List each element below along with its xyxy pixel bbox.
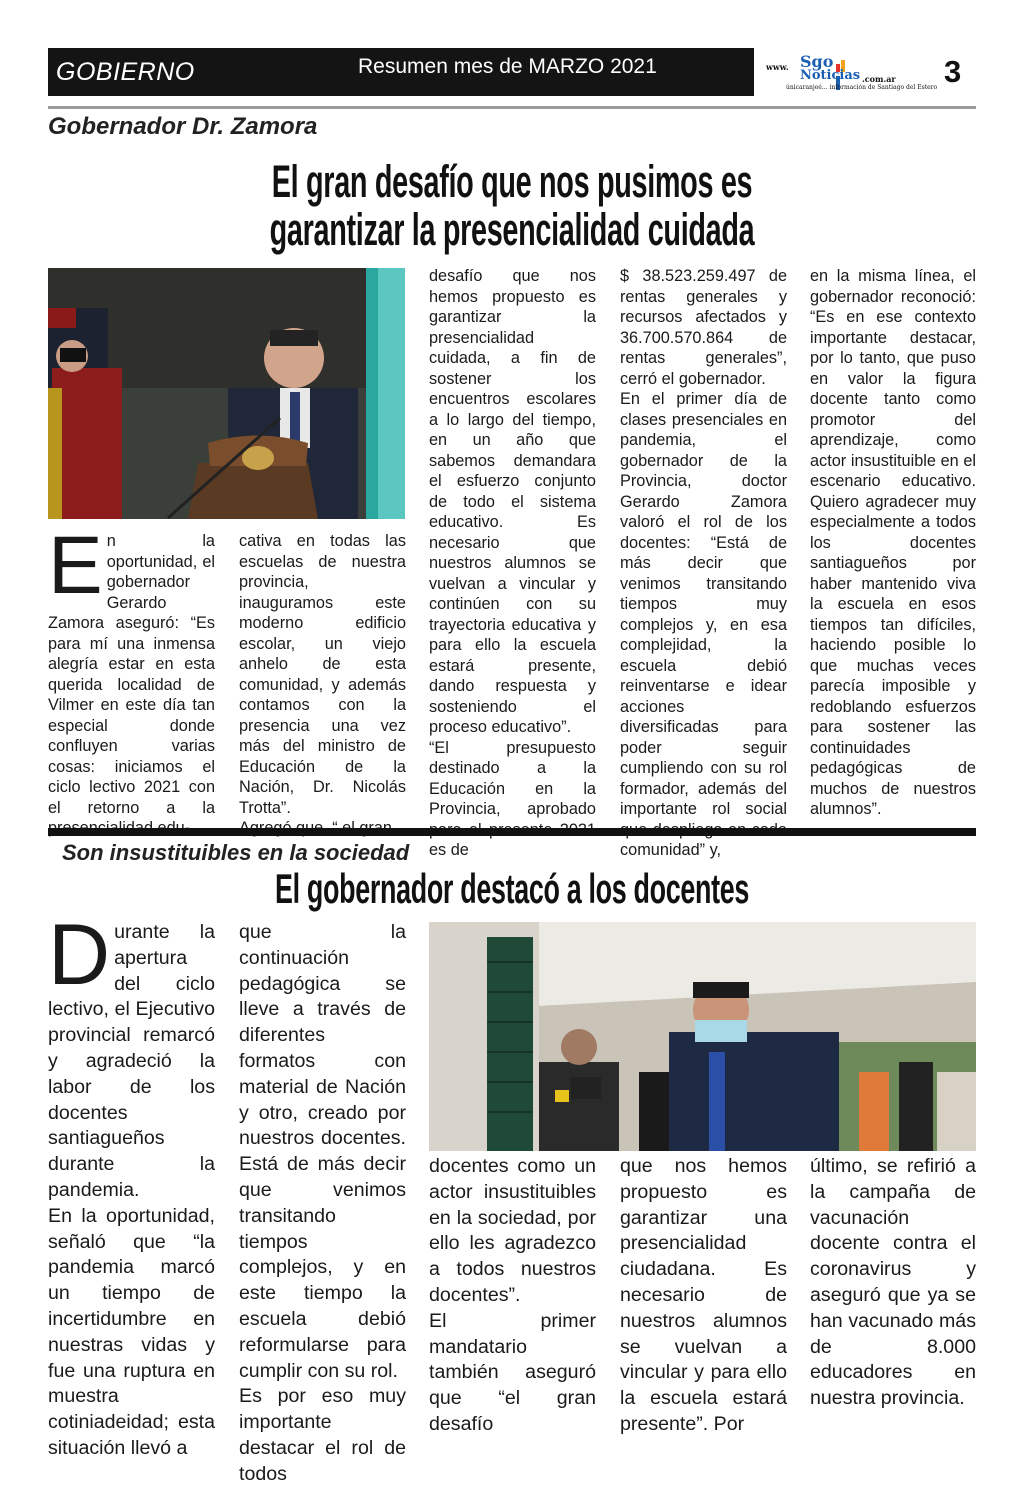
governor-school-visit-photo	[429, 922, 976, 1151]
article1-column-1	[48, 520, 215, 839]
article-divider	[48, 828, 976, 836]
logo-tagline: únicaranjeé... información de Santiago del Estero	[786, 84, 938, 91]
article2-col2b-text: Es por eso muy importante destacar el rol de todos	[239, 1385, 406, 1485]
article2-col1b-text: En la oportunidad, señaló que “la pandemia marcó un tiempo de incertidumbre en nuestras vidas y fue una ruptura en muestra cotiniadeidad; esta situación llevó a	[48, 1204, 215, 1459]
logo-noticias: Noticias	[800, 68, 861, 83]
article1-headline-line1: El gran desafío que nos pusimos es	[271, 156, 753, 207]
article1-col5-text: en la misma línea, el gobernador reconoció: “Es en ese contexto importante destacar, por lo tanto, que puso en valor la figura docente tanto como promotor del aprendizaje, como actor insustituible en el escenario educativo. Quiero agradecer muy especialmente a todos los docentes santiagueños por haber mantenido viva la escuela en esos tiempos tan difíciles, haciendo posible lo que muchas veces parecía imposible y redoblando esfuerzos para sostener las continuidades pedagógicas de muchos de nuestros alumnos”.	[810, 267, 976, 818]
logo-domain: .com.ar	[862, 74, 896, 84]
article1-headline-line2: garantizar la presencialidad cuidada	[269, 204, 755, 255]
article1-column-3	[429, 266, 596, 861]
article2-column-4	[620, 1154, 787, 1438]
article2-column-1	[48, 907, 215, 1462]
article2-col1a-text: urante la apertura del ciclo lectivo, el Ejecutivo provincial remarcó y agradeció la labor de los docentes santiagueños durante la pandemia.	[48, 921, 215, 1201]
logo-bars-icon	[836, 54, 850, 68]
article1-dropcap: E	[48, 520, 103, 611]
article1-col3b-text: “El presupuesto destinado a la Educación en la Provincia, aprobado es de	[429, 738, 596, 859]
article2-col5-text: último, se refirió a la campaña de vacunación docente contra el coronavirus y aseguró que ya se han vacunado más de 8.000 educadores en nuestra provincia.	[810, 1155, 976, 1410]
governor-speech-photo	[48, 268, 405, 519]
article1-headline	[215, 158, 809, 254]
section-title: GOBIERNO	[56, 58, 195, 86]
article1-col2-text: cativa en todas las escuelas de nuestra provincia, inauguramos este moderno edificio escolar, un viejo anhelo de esta comunidad, y además contamos con la presencia una vez más del ministro de Educación de la Nación, Dr. Nicolás Trotta”.	[239, 532, 406, 817]
article2-column-2	[239, 920, 406, 1488]
article2-kicker: Son insustituibles en la sociedad	[62, 840, 410, 865]
article1-column-4	[620, 266, 787, 861]
article1-col4a-text: $ 38.523.259.497 de rentas generales y recursos afectados y 36.700.570.864 de rentas generales”, cerró el gobernador.	[620, 267, 787, 388]
article2-col4-text: que nos hemos propuesto es garantizar una presencialidad ciudadana. Es necesario de nuestros alumnos se vuelvan a vincular y para ello la escuela estará presente”. Por	[620, 1155, 787, 1435]
article2-headline: El gobernador destacó a los docentes	[275, 865, 749, 912]
logo-www: www.	[766, 62, 789, 72]
article2-col3b-text: El primer mandatario también aseguró que “el gran desafío	[429, 1309, 596, 1435]
article1-col1-text: n la oportunidad, el gobernador Gerardo Zamora aseguró: “Es para mí una inmensa alegría estar en esta querida localidad de Vilmer en este día tan especial donde confluyen varias cosas: iniciamos el ciclo lectivo 2021 con el retorno a la	[48, 532, 215, 817]
header-divider	[48, 106, 976, 109]
article2-dropcap: D	[48, 907, 111, 1003]
article1-col3a-text: desafío que nos hemos propuesto es garantizar la presencialidad cuidada, a fin de sostener los encuentros escolares a lo largo del tiempo, en un año que sabemos demandara el esfuerzo conjunto de todo el sistema educativo. Es necesario que nuestros alumnos se vuelvan a vincular y continúen con su trayectoria educativa y para ello la escuela estará presente, dando respuesta y sosteniendo el proceso educativo”.	[429, 267, 596, 736]
article1-col4b-text: En el primer día de clases presenciales en pandemia, el gobernador de la Provincia, doctor Gerardo Zamora valoró el rol de los docentes: “Está de más decir que venimos transitando tiempos muy complejos y, en esa complejidad, la escuela debió reinventarse e idear acciones diversificadas para poder seguir cumpliendo con su rol formador, además del importante rol social comunidad” y,	[620, 390, 787, 859]
article2-col2a-text: que la continuación pedagógica se lleve a través de diferentes formatos con material de Nación y otro, creado por nuestros docentes. Está de más decir que venimos transitando tiempos complejos, y en este tiempo la escuela debió reformularse para cumplir con su rol.	[239, 921, 406, 1382]
logo-sgo: Sgo	[800, 52, 834, 71]
section-header-bar	[48, 48, 754, 96]
article2-column-3	[429, 1154, 596, 1438]
issue-summary: Resumen mes de MARZO 2021	[358, 55, 657, 78]
article1-column-5	[810, 266, 976, 820]
page-number: 3	[944, 54, 962, 89]
article1-column-2	[239, 531, 406, 839]
article1-kicker: Gobernador Dr. Zamora	[48, 113, 318, 140]
article2-column-5	[810, 1154, 976, 1412]
publication-logo	[766, 52, 938, 94]
article2-col3a-text: docentes como un actor insustituibles en la sociedad, por ello les agradezco a todos nuestros docentes”.	[429, 1155, 596, 1306]
